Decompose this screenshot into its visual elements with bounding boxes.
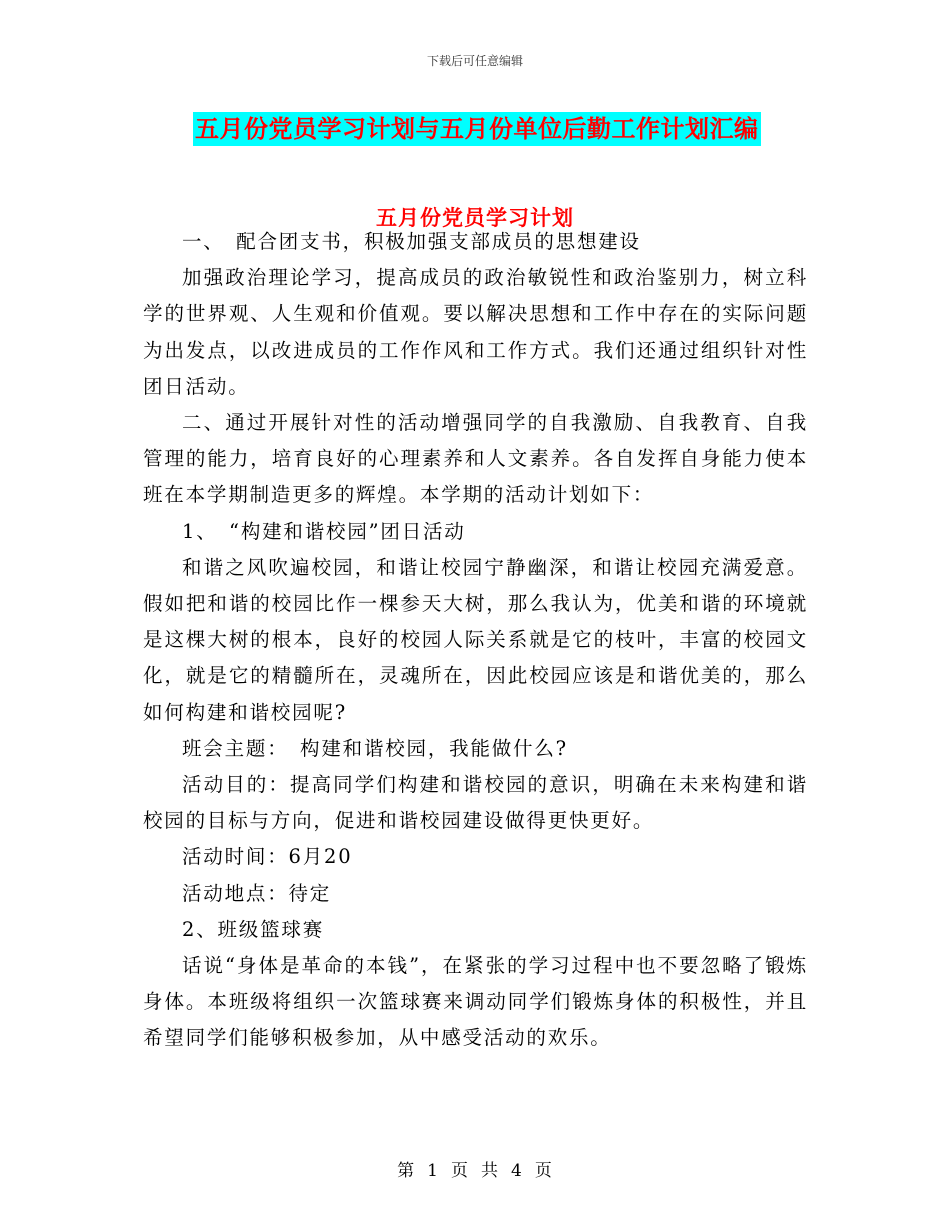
- paragraph: 和谐之风吹遍校园，和谐让校园宁静幽深，和谐让校园充满爱意。假如把和谐的校园比作一棵参天大树，那么我认为，优美和谐的环境就是这棵大树的根本，良好的校园人际关系就是它的枝叶，丰富的校园文化，就是它的精髓所在，灵魂所在，因此校园应该是和谐优美的，那么如何构建和谐校园呢?: [143, 555, 808, 724]
- paragraph: 2、班级篮球赛: [182, 917, 325, 941]
- current-page-number: 1: [427, 1161, 439, 1181]
- page-label-suffix: 页: [534, 1161, 553, 1181]
- page-label-prefix: 第: [397, 1161, 416, 1181]
- page-footer: [0, 1156, 950, 1181]
- paragraph: 活动时间：6月20: [182, 845, 353, 869]
- document-body: [143, 224, 808, 1057]
- paragraph: 1、 “构建和谐校园”团日活动: [182, 519, 466, 543]
- page-label-mid: 页: [451, 1161, 469, 1181]
- page-header-note: 下载后可任意编辑: [426, 54, 523, 68]
- total-pages-number: 4: [511, 1161, 523, 1181]
- document-title: 五月份党员学习计划与五月份单位后勤工作计划汇编: [193, 112, 761, 146]
- section-title: 五月份党员学习计划: [376, 206, 574, 230]
- paragraph: 二、通过开展针对性的活动增强同学的自我激励、自我教育、自我管理的能力，培育良好的心理素养和人文素养。各自发挥自身能力使本班在本学期制造更多的辉煌。本学期的活动计划如下：: [143, 411, 808, 507]
- paragraph: 活动目的：提高同学们构建和谐校园的意识，明确在未来构建和谐校园的目标与方向，促进和谐校园建设做得更快更好。: [143, 773, 808, 833]
- paragraph: 活动地点：待定: [182, 881, 332, 905]
- paragraph: 一、 配合团支书，积极加强支部成员的思想建设: [182, 230, 641, 253]
- total-label: 共: [481, 1161, 499, 1181]
- paragraph: 加强政治理论学习，提高成员的政治敏锐性和政治鉴别力，树立科学的世界观、人生观和价值观。要以解决思想和工作中存在的实际问题为出发点，以改进成员的工作作风和工作方式。我们还通过组织针对性团日活动。: [143, 266, 808, 398]
- paragraph: 话说“身体是革命的本钱”，在紧张的学习过程中也不要忽略了锻炼身体。本班级将组织一次篮球赛来调动同学们锻炼身体的积极性，并且希望同学们能够积极参加，从中感受活动的欢乐。: [143, 954, 808, 1050]
- paragraph: 班会主题： 构建和谐校园，我能做什么?: [182, 736, 568, 760]
